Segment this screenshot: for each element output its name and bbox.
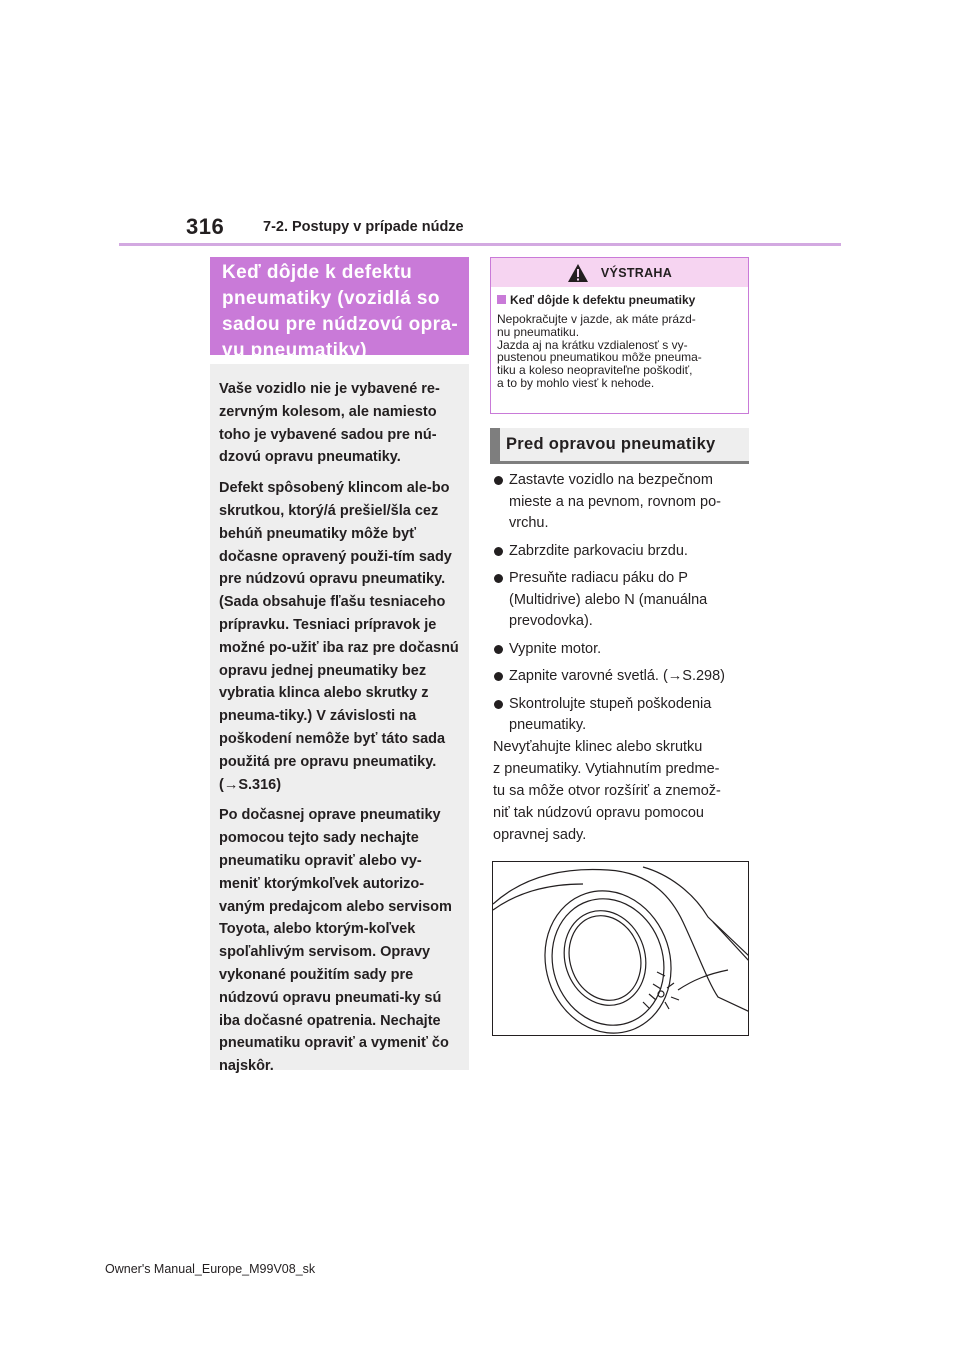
warning-subtitle-row (497, 292, 748, 308)
warning-title: VÝSTRAHA (600, 265, 673, 280)
bullet-icon (494, 476, 503, 485)
list-item: Zastavte vozidlo na bezpečnom mieste a na pevnom, rovnom po- vrchu. (493, 470, 755, 535)
tire-nail-illustration (492, 861, 749, 1036)
bullet-icon (494, 574, 503, 583)
warning-header (491, 258, 748, 287)
list-item: Zapnite varovné svetlá. (→S.298) (493, 666, 755, 688)
warning-triangle-icon (567, 263, 589, 283)
left-section-heading: Keď dôjde k defektu pneumatiky (vozidlá so sadou pre núdzovú opra-vu pneumatiky) (210, 257, 469, 355)
section-title: 7-2. Postupy v prípade núdze (263, 219, 464, 235)
list-item: Presuňte radiacu páku do P (Multidrive) alebo N (manuálna prevodovka). (493, 568, 755, 633)
left-paragraph-2: Defekt spôsobený klincom ale-bo skrutkou, ktorý/á prešiel/šla cez behúň pneumatiky môže byť dočasne opravený použi-tím sady pre núdzovú opravu pneumatiky. (Sada obsahuje fľašu tesniaceho prípravku. Tesniaci prípravok je možné po-užiť iba raz pre dočasnú opravu jednej pneumatiky bez vybratia klinca alebo skrutky z pneuma-tiky.) V závislosti na poškodení nemôže byť táto sada použitá pre opravu pneumatiky. (→S.316) (219, 480, 459, 793)
closing-paragraph: Nevyťahujte klinec alebo skrutku z pneumatiky. Vytiahnutím predme- tu sa môže otvor rozšíriť a znemož- niť tak núdzovú opravu pomocou opravnej sady. (493, 739, 721, 843)
list-item: Vypnite motor. (493, 639, 755, 661)
bullet-icon (494, 700, 503, 709)
left-info-panel (210, 364, 469, 1075)
square-bullet-icon (497, 295, 506, 304)
left-paragraph-3: Po dočasnej oprave pneumatiky pomocou tejto sady nechajte pneumatiku opraviť alebo vy-meniť ktorýmkoľvek autorizo-vaným predajcom alebo servisom Toyota, alebo ktorým-koľvek spoľahlivým servisom. Opravy vykonané použitím sady pre núdzovú opravu pneumati-ky sú iba dočasné opatrenia. Nechajte pneumatiku opraviť a vymeniť čo najskôr. (219, 807, 452, 1075)
page-number: 316 (186, 214, 225, 239)
tire-illustration-svg (493, 862, 749, 1036)
left-paragraph-1: Vaše vozidlo nie je vybavené re-zervným kolesom, ale namiesto toho je vybavené sadou pre nú-dzovú opravu pneumatiky. (219, 381, 440, 466)
bullet-icon (494, 547, 503, 556)
right-section-heading: Pred opravou pneumatiky (490, 428, 749, 464)
warning-text: Nepokračujte v jazde, ak máte prázd- nu pneumatiku. Jazda aj na krátku vzdialenosť s vy- pustenou pneumatikou môže pneuma- tiku a koleso neopraviteľne poškodiť, a to by mohlo viesť k nehode. (497, 312, 702, 390)
list-item: Zabrzdite parkovaciu brzdu. (493, 541, 755, 563)
header-rule (119, 243, 841, 246)
warning-subtitle: Keď dôjde k defektu pneumatiky (510, 293, 696, 307)
footer-text: Owner's Manual_Europe_M99V08_sk (105, 1262, 316, 1276)
bullet-icon (494, 645, 503, 654)
list-item: Skontrolujte stupeň poškodenia pneumatiky. (493, 694, 755, 737)
bullet-icon (494, 672, 503, 681)
warning-box (490, 257, 749, 414)
steps-list (493, 470, 755, 743)
